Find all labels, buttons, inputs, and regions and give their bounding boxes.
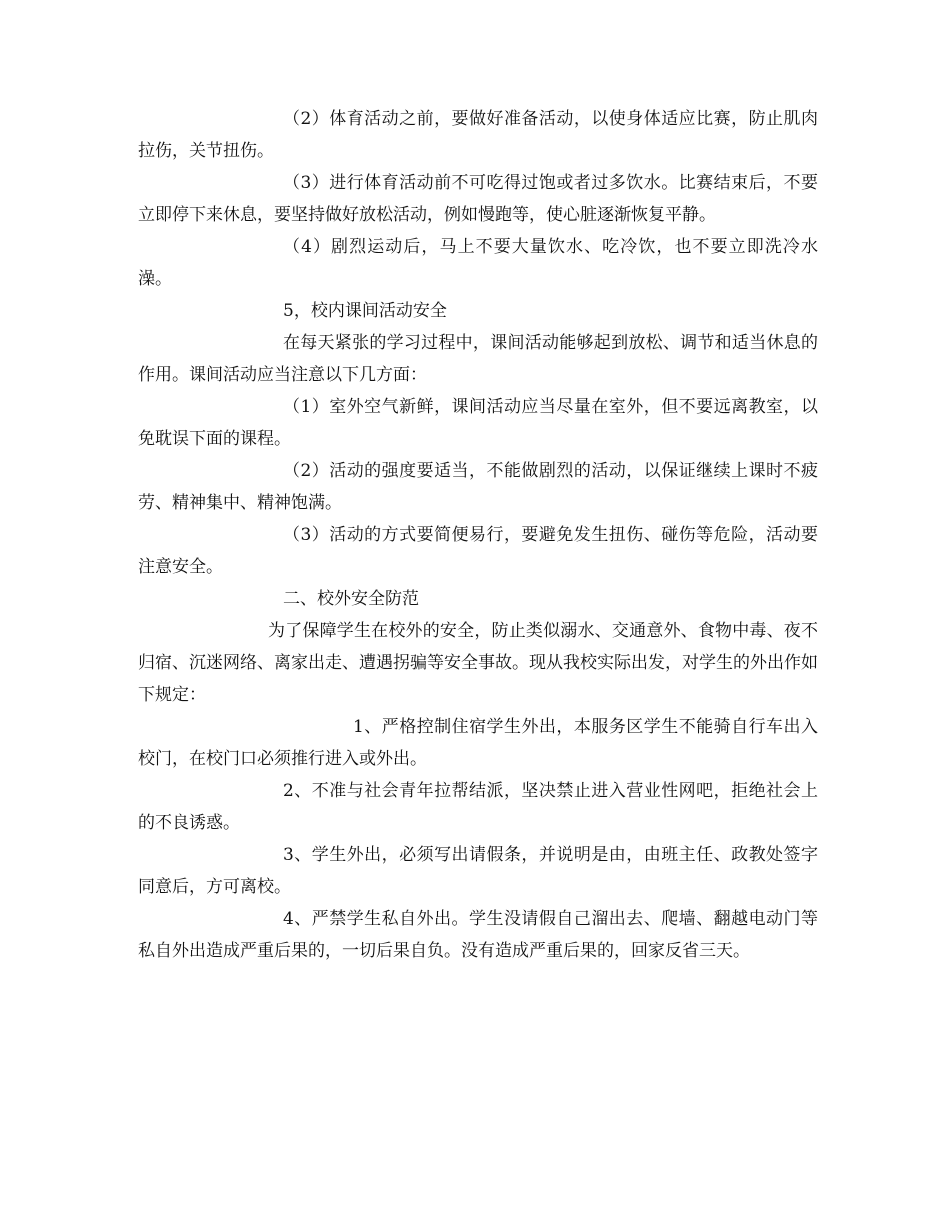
- paragraph-rule-4: 4、严禁学生私自外出。学生没请假自己溜出去、爬墙、翻越电动门等私自外出造成严重后果的，一切后果自负。没有造成严重后果的，回家反省三天。: [138, 909, 818, 961]
- paragraph-break-outdoor: （1）室外空气新鲜，课间活动应当尽量在室外，但不要远离教室，以免耽误下面的课程。: [138, 397, 818, 449]
- paragraph-sports-eating: （3）进行体育活动前不可吃得过饱或者过多饮水。比赛结束后，不要立即停下来休息，要坚持做好放松活动，例如慢跑等，使心脏逐渐恢复平静。: [138, 173, 818, 225]
- section-heading-break-activity: 5，校内课间活动安全: [283, 301, 447, 321]
- paragraph-rule-2: 2、不准与社会青年拉帮结派，坚决禁止进入营业性网吧，拒绝社会上的不良诱惑。: [138, 781, 818, 833]
- paragraph-break-method: （3）活动的方式要简便易行，要避免发生扭伤、碰伤等危险，活动要注意安全。: [138, 525, 818, 577]
- section-heading-offcampus: 二、校外安全防范: [283, 589, 419, 609]
- document-body: [138, 103, 818, 967]
- paragraph-offcampus-intro: 为了保障学生在校外的安全，防止类似溺水、交通意外、食物中毒、夜不归宿、沉迷网络、离家出走、遭遇拐骗等安全事故。现从我校实际出发，对学生的外出作如下规定：: [138, 621, 818, 705]
- paragraph-rule-3: 3、学生外出，必须写出请假条，并说明是由，由班主任、政教处签字同意后，方可离校。: [138, 845, 818, 897]
- paragraph-sports-after: （4）剧烈运动后，马上不要大量饮水、吃冷饮，也不要立即洗冷水澡。: [138, 237, 818, 289]
- paragraph-rule-1: 1、严格控制住宿学生外出，本服务区学生不能骑自行车出入校门，在校门口必须推行进入或外出。: [138, 717, 818, 769]
- paragraph-sports-warmup: （2）体育活动之前，要做好准备活动，以使身体适应比赛，防止肌肉拉伤，关节扭伤。: [138, 109, 818, 161]
- paragraph-break-intensity: （2）活动的强度要适当，不能做剧烈的活动，以保证继续上课时不疲劳、精神集中、精神饱满。: [138, 461, 818, 513]
- paragraph-break-intro: 在每天紧张的学习过程中，课间活动能够起到放松、调节和适当休息的作用。课间活动应当注意以下几方面：: [138, 333, 818, 385]
